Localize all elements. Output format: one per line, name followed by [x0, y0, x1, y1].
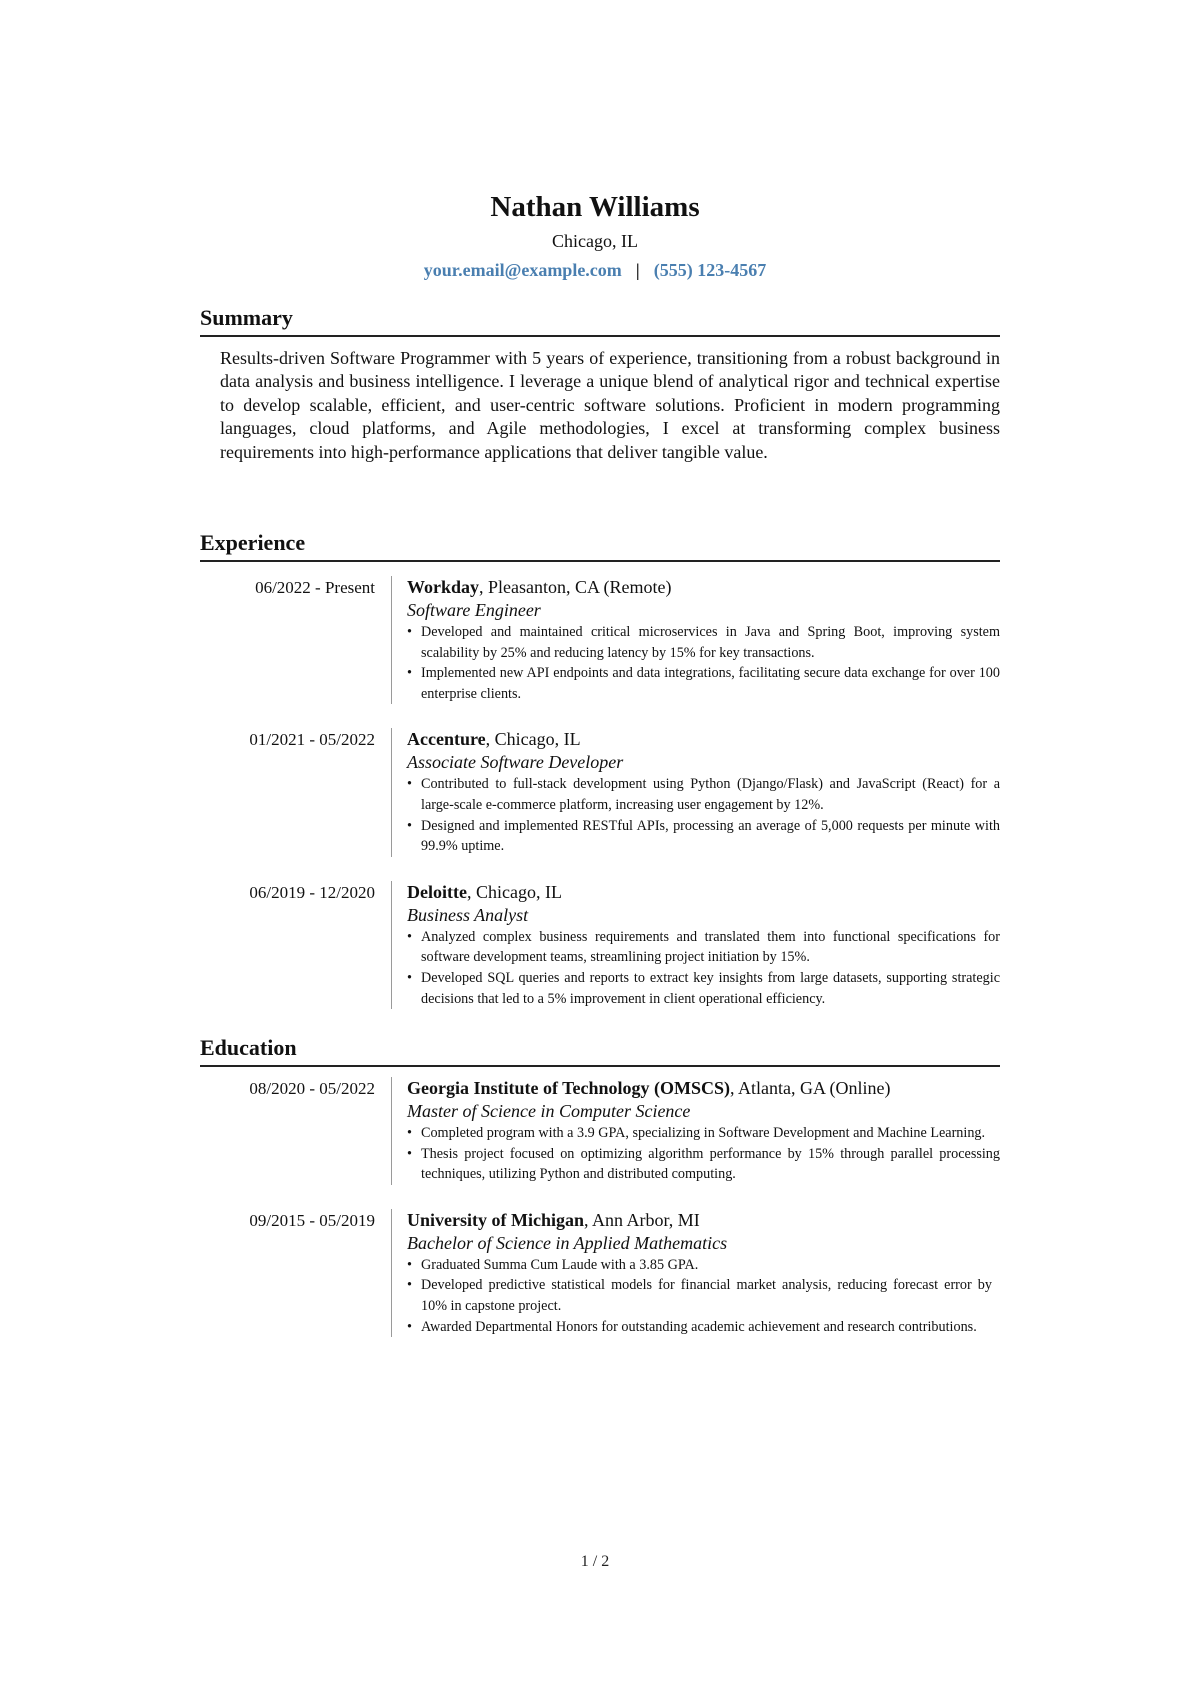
entry-date: 01/2021 - 05/2022 — [249, 730, 375, 750]
entry-place: , Chicago, IL — [466, 881, 562, 902]
section-title-experience: Experience — [200, 529, 1000, 562]
bullet-dot: • — [407, 1125, 412, 1141]
entry-org-line — [407, 576, 1000, 599]
entry-body — [391, 881, 1000, 1009]
entry-role: Business Analyst — [407, 904, 529, 925]
bullet-item — [407, 1255, 992, 1276]
entry-role: Bachelor of Science in Applied Mathematics — [407, 1232, 728, 1253]
bullet-dot: • — [407, 624, 412, 640]
entry-org-line — [407, 881, 1000, 904]
section-title-summary: Summary — [200, 304, 1000, 337]
summary-text: Results-driven Software Programmer with 5 years of experience, transitioning from a robust background in data analysis and business intelligence. I leverage a unique blend of analytical rigor and technical expertise to develop scalable, efficient, and user-centric software solutions. Proficient in modern programming languages, cloud platforms, and Agile methodologies, I excel at transforming complex business requirements into high-performance applications that deliver tangible value. — [220, 348, 1000, 462]
education-section — [200, 1034, 1000, 1337]
bullet-text: Developed and maintained critical microservices in Java and Spring Boot, improving system scalability by 25% and reducing latency by 15% for key transactions. — [421, 624, 1000, 661]
contact-line — [0, 258, 1190, 282]
experience-section — [200, 529, 1000, 1009]
bullet-dot: • — [407, 1277, 412, 1294]
entry-org: Accenture — [407, 729, 486, 750]
bullet-dot: • — [407, 1318, 412, 1335]
bullet-text: Implemented new API endpoints and data integrations, facilitating secure data exchange for over 100 enterprise clients. — [421, 665, 1000, 702]
entry-body — [391, 1209, 1000, 1337]
bullet-dot: • — [407, 928, 412, 945]
entry-org-line — [407, 728, 1000, 751]
entry-date: 06/2022 - Present — [255, 578, 375, 597]
email-link[interactable]: your.email@example.com — [423, 260, 622, 280]
bullet-text: Awarded Departmental Honors for outstanding academic achievement and research contributions. — [421, 1318, 977, 1335]
entry-org-line — [407, 1077, 1000, 1100]
bullet-dot: • — [407, 776, 412, 793]
entry-place: , Chicago, IL — [485, 729, 581, 750]
resume-header — [0, 188, 1190, 282]
bullet-text: Developed SQL queries and reports to extract key insights from large datasets, supporting strategic decisions that led to a 5% improvement in client operational efficiency. — [421, 969, 1000, 1007]
entry-org: Workday — [407, 577, 480, 597]
candidate-location: Chicago, IL — [552, 231, 638, 251]
entry-org: Georgia Institute of Technology (OMSCS) — [407, 1078, 731, 1098]
experience-entry — [200, 576, 1000, 704]
entry-place: , Pleasanton, CA (Remote) — [479, 577, 672, 597]
entry-org: Deloitte — [407, 881, 467, 902]
entry-bullets — [407, 622, 1000, 704]
bullet-item — [407, 1144, 1000, 1185]
education-entry — [200, 1077, 1000, 1185]
bullet-text: Graduated Summa Cum Laude with a 3.85 GPA. — [421, 1256, 699, 1273]
education-entry — [200, 1209, 1000, 1337]
bullet-item — [407, 622, 1000, 663]
bullet-item — [407, 816, 1000, 857]
bullet-text: Designed and implemented RESTful APIs, processing an average of 5,000 requests per minute with 99.9% uptime. — [421, 817, 1000, 855]
bullet-item — [407, 663, 1000, 704]
bullet-item — [407, 1275, 992, 1316]
bullet-text: Developed predictive statistical models for financial market analysis, reducing forecast error by 10% in capstone project. — [421, 1277, 992, 1314]
entry-role: Master of Science in Computer Science — [407, 1101, 691, 1121]
summary-section — [200, 304, 1000, 464]
bullet-dot: • — [407, 665, 412, 682]
entry-bullets — [407, 1255, 1000, 1337]
bullet-text: Analyzed complex business requirements and translated them into functional specifications for software development teams, streamlining project initiation by 15%. — [421, 928, 1000, 966]
entry-place: , Ann Arbor, MI — [584, 1209, 700, 1230]
candidate-name: Nathan Williams — [490, 191, 700, 223]
bullet-item — [407, 1317, 992, 1338]
bullet-dot: • — [407, 969, 412, 986]
bullet-item — [407, 968, 1000, 1009]
experience-entry — [200, 728, 1000, 856]
entry-bullets — [407, 927, 1000, 1009]
entry-bullets — [407, 1123, 1000, 1185]
entry-body — [391, 1077, 1000, 1185]
entry-role: Software Engineer — [407, 600, 541, 620]
bullet-item — [407, 1123, 1000, 1144]
bullet-dot: • — [407, 1145, 412, 1162]
bullet-dot: • — [407, 1256, 412, 1273]
entry-date: 09/2015 - 05/2019 — [249, 1210, 375, 1230]
contact-separator: | — [635, 260, 640, 280]
bullet-item — [407, 774, 1000, 815]
entry-place: , Atlanta, GA (Online) — [730, 1078, 891, 1098]
entry-date: 08/2020 - 05/2022 — [249, 1079, 375, 1098]
entry-org: University of Michigan — [407, 1209, 584, 1230]
section-title-education: Education — [200, 1034, 1000, 1067]
bullet-text: Completed program with a 3.9 GPA, specializing in Software Development and Machine Learning. — [421, 1125, 986, 1141]
entry-org-line — [407, 1209, 1000, 1232]
entry-bullets — [407, 774, 1000, 856]
phone-link[interactable]: (555) 123-4567 — [653, 260, 767, 280]
page-indicator: 1 / 2 — [580, 1553, 610, 1570]
entry-body — [391, 576, 1000, 704]
entry-body — [391, 728, 1000, 856]
entry-role: Associate Software Developer — [407, 752, 624, 773]
entry-date: 06/2019 - 12/2020 — [249, 882, 375, 902]
bullet-dot: • — [407, 817, 412, 834]
bullet-text: Thesis project focused on optimizing algorithm performance by 15% through parallel processing techniques, utilizing Python and distributed computing. — [421, 1145, 1000, 1183]
experience-entry — [200, 881, 1000, 1009]
bullet-text: Contributed to full-stack development using Python (Django/Flask) and JavaScript (React) for a large-scale e-commerce platform, increasing user engagement by 12%. — [421, 776, 1000, 813]
bullet-item — [407, 927, 1000, 968]
